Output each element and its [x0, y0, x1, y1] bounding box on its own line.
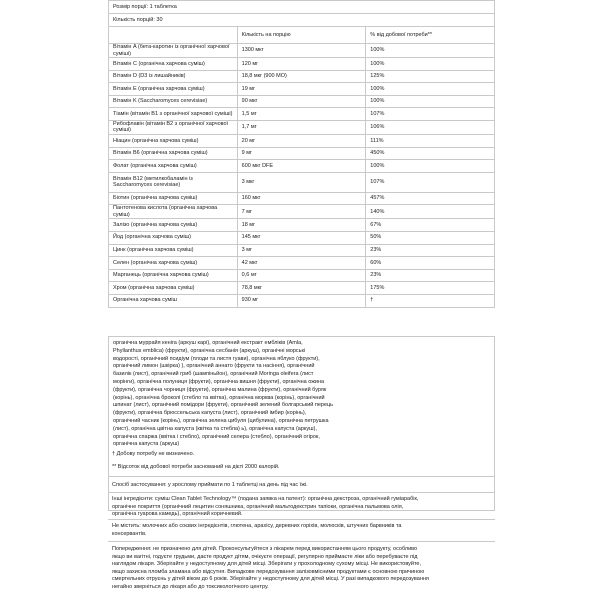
- nutrient-dv: 125%: [366, 70, 495, 83]
- nutrient-name: Вітамін B6 (органічна харчова суміш): [109, 147, 238, 160]
- nutrient-amount: 160 мкг: [237, 192, 366, 205]
- table-row: [109, 147, 495, 160]
- divider: [108, 492, 495, 493]
- blend-line: (фрукти), органічна чорниця (фрукти), органічна малина (фрукти), органічний буряк: [113, 386, 327, 393]
- nutrient-amount: 42 мкг: [237, 257, 366, 270]
- table-row: [109, 219, 495, 232]
- nutrient-dv: 100%: [366, 83, 495, 96]
- table-row: [109, 231, 495, 244]
- table-row: [109, 192, 495, 205]
- nutrient-dv: 111%: [366, 134, 495, 147]
- nutrient-name: Цинк (органічна харчова суміш): [109, 244, 238, 257]
- nutrient-dv: 100%: [366, 58, 495, 71]
- blend-line: (фрукти), органічна брюссельська капуста (лист), органічний імбир (корінь),: [113, 410, 307, 417]
- table-row: [109, 58, 495, 71]
- nutrient-name: Ніацин (органічна харчова суміш): [109, 134, 238, 147]
- nutrient-amount: 7 мг: [237, 205, 366, 219]
- footnote-dv: ** Відсоток від добової потреби заснований на дієті 2000 калорій.: [112, 464, 280, 470]
- supplement-facts-table: [108, 0, 495, 308]
- blend-line: базилік (лист), органічний гриб (шампіньйон), органічний Moringa oleifera (лист: [113, 371, 314, 378]
- nutrient-amount: 3 мкг: [237, 172, 366, 192]
- blend-line: органічна капуста (аркуш): [113, 441, 180, 448]
- nutrient-name: Йод (органічна харчова суміш): [109, 231, 238, 244]
- ingredients-line: органічна гуарова камедь), органічний коричневий.: [112, 511, 243, 518]
- blend-line: морінги), органічна полуниця (фрукти), органічна вишня (фрукти), органічна ожина: [113, 378, 325, 385]
- blend-line: Phyllanthus emblica) (фрукти), органічна сесбанія (аркуш), органічні морські: [113, 347, 306, 354]
- servings-per-container: Кількість порцій: 30: [109, 14, 495, 27]
- nutrient-dv: 67%: [366, 219, 495, 232]
- blend-line: органічна спаржа (квітка і стебло), органічний селера (стебло), органічний огірок,: [113, 433, 320, 440]
- table-row: [109, 160, 495, 173]
- blend-line: (лист), органічна цвітна капуста (квітка та стебла) ь), органічна капуста (аркуш),: [113, 425, 317, 432]
- divider: [108, 541, 495, 542]
- nutrient-amount: 1,7 мг: [237, 120, 366, 134]
- warning-line: якщо ви вагітні, годуєте грудьми, даєте продукт дітям, очікуєте операції, регулярно приймаєте ліки або перебуваєте під: [112, 553, 418, 560]
- divider: [108, 476, 495, 477]
- table-row: [109, 108, 495, 121]
- table-row: [109, 257, 495, 270]
- nutrient-dv: 107%: [366, 108, 495, 121]
- header-amount: Кількість на порцію: [237, 27, 366, 44]
- serving-size: Розмір порції: 1 таблетка: [109, 1, 495, 14]
- table-row: [109, 172, 495, 192]
- nutrient-name: Вітамін A (бета-каротин із органічної харчової суміші): [109, 44, 238, 58]
- ingredients-line: органічне покриття (органічний лецитин соняшника, органічний мальтодекстрин тапіоки, органічна пальмова олія,: [112, 503, 404, 510]
- nutrient-dv: 23%: [366, 269, 495, 282]
- nutrient-amount: 78,8 мкг: [237, 282, 366, 295]
- nutrient-amount: 18,8 мкг (900 МО): [237, 70, 366, 83]
- nutrient-name: Пантотенова кислота (органічна харчова суміш): [109, 205, 238, 219]
- nutrient-name: Органічна харчова суміш: [109, 294, 238, 307]
- blend-line: (корінь), органічна броколі (стебло та квітка), органічна морква (корінь), органічний: [113, 394, 325, 401]
- table-row: [109, 44, 495, 58]
- table-row: [109, 244, 495, 257]
- ingredients-line: Інші інгредієнти: суміш Clean Tablet Technology™ (подана заявка на патент): органічна декстроза, органічний гуміарабік,: [112, 496, 419, 502]
- nutrient-name: Тіамін (вітамін B1 з органічної харчової суміші): [109, 108, 238, 121]
- warning-line: смертельних отруєнь у дітей віком до 6 років. Зберігайте у недоступному для дітей місці. У разі випадкового передозування: [112, 576, 429, 583]
- nutrient-dv: 450%: [366, 147, 495, 160]
- nutrient-dv: 100%: [366, 160, 495, 173]
- nutrient-amount: 9 мг: [237, 147, 366, 160]
- warning-line: Попередження: не призначено для дітей. Проконсультуйтеся з лікарем перед використанням цього продукту, особливо: [112, 546, 418, 552]
- nutrient-amount: 600 мкг DFE: [237, 160, 366, 173]
- blend-line: шпинат (лист), органічний помідори (фрукти), органічний зелений болгарський перець: [113, 402, 334, 409]
- nutrient-dv: 100%: [366, 44, 495, 58]
- blend-line: органічний часник (корінь), органічна зелена цибуля (цибулина), органічна петрушка: [113, 417, 329, 424]
- nutrient-name: Хром (органічна харчова суміш): [109, 282, 238, 295]
- table-row: [109, 282, 495, 295]
- table-row: [109, 70, 495, 83]
- nutrient-amount: 1,5 мг: [237, 108, 366, 121]
- table-header: [109, 27, 495, 44]
- nutrient-name: Вітамін D (D3 із лишайників): [109, 70, 238, 83]
- header-col1: [109, 27, 238, 44]
- nutrient-name: Вітамін E (органічна харчова суміш): [109, 83, 238, 96]
- blend-line: органічний лимон (шкірка) ), органічний аннато (фрукти та насіння), органічний: [113, 363, 315, 370]
- blend-line: органічна муррайя кеніга (аркуш карі), органічний екстракт емблікiв (Amla,: [113, 340, 303, 346]
- nutrient-name: Вітамін B12 (метилкобаламін із Saccharomyces cerevisiae): [109, 172, 238, 192]
- nutrient-dv: 175%: [366, 282, 495, 295]
- warning-line: негайно зверніться до лікаря або до токсикологічного центру.: [112, 583, 269, 590]
- free-of-line: консервантів.: [112, 530, 147, 537]
- nutrient-name: Фолат (органічна харчова суміш): [109, 160, 238, 173]
- nutrient-dv: 140%: [366, 205, 495, 219]
- nutrient-amount: 3 мг: [237, 244, 366, 257]
- warning-text: [108, 546, 495, 592]
- nutrient-dv: 23%: [366, 244, 495, 257]
- divider: [108, 519, 495, 520]
- free-of-line: Не містить: молочних або соєвих інгредієнтів, глютена, арахісу, деревних горіхів, молюсків, штучних барвників та: [112, 523, 402, 529]
- table-row: [109, 134, 495, 147]
- nutrient-amount: 0,6 мг: [237, 269, 366, 282]
- nutrient-rows: [109, 44, 495, 308]
- usage-directions: Спосіб застосування: у зрослому приймати по 1 таблетці на день під час їжі.: [112, 482, 308, 488]
- nutrient-amount: 145 мкг: [237, 231, 366, 244]
- nutrient-name: Вітамін K (Saccharomyces cerevisiae): [109, 95, 238, 108]
- nutrient-amount: 20 мг: [237, 134, 366, 147]
- nutrient-dv: 60%: [366, 257, 495, 270]
- nutrient-amount: 120 мг: [237, 58, 366, 71]
- nutrient-name: Вітамін C (органічна харчова суміш): [109, 58, 238, 71]
- table-row: [109, 205, 495, 219]
- nutrient-dv: 100%: [366, 95, 495, 108]
- table-row: [109, 294, 495, 307]
- table-row: [109, 95, 495, 108]
- nutrient-name: Марганець (органічна харчова суміш): [109, 269, 238, 282]
- nutrient-dv: †: [366, 294, 495, 307]
- nutrient-name: Рибофлавін (вітамін B2 з органічної харчової суміші): [109, 120, 238, 134]
- nutrient-dv: 457%: [366, 192, 495, 205]
- header-dv: % від добової потреби**: [366, 27, 495, 44]
- nutrient-amount: 19 мг: [237, 83, 366, 96]
- nutrient-name: Селен (органічна харчова суміш): [109, 257, 238, 270]
- nutrient-name: Залізо (органічна харчова суміш): [109, 219, 238, 232]
- table-row: [109, 120, 495, 134]
- table-row: [109, 83, 495, 96]
- blend-line: водорості, органічний псидіум (плоди та листя гуави), органічна яблуко (фрукти),: [113, 355, 320, 362]
- allergen-free-statement: [108, 523, 495, 538]
- supplement-facts-panel: [108, 0, 495, 600]
- nutrient-amount: 90 мкг: [237, 95, 366, 108]
- table-row: [109, 269, 495, 282]
- footnote-dagger: † Добову потребу не визначено.: [112, 451, 195, 457]
- nutrient-dv: 106%: [366, 120, 495, 134]
- nutrient-name: Біотин (органічна харчова суміш): [109, 192, 238, 205]
- nutrient-amount: 18 мг: [237, 219, 366, 232]
- nutrient-amount: 930 мг: [237, 294, 366, 307]
- warning-line: якщо захисна пломба зламана або відсутня. Випадкове передозування залізовмісними продуктами є основною причиною: [112, 568, 425, 575]
- nutrient-dv: 107%: [366, 172, 495, 192]
- warning-line: наглядом лікаря. Зберігайте у недоступному для дітей місці. Зберігати у прохолодному сухому місці. Не використовуйте,: [112, 561, 422, 568]
- nutrient-dv: 50%: [366, 231, 495, 244]
- nutrient-amount: 1300 мкг: [237, 44, 366, 58]
- other-ingredients: [108, 496, 495, 519]
